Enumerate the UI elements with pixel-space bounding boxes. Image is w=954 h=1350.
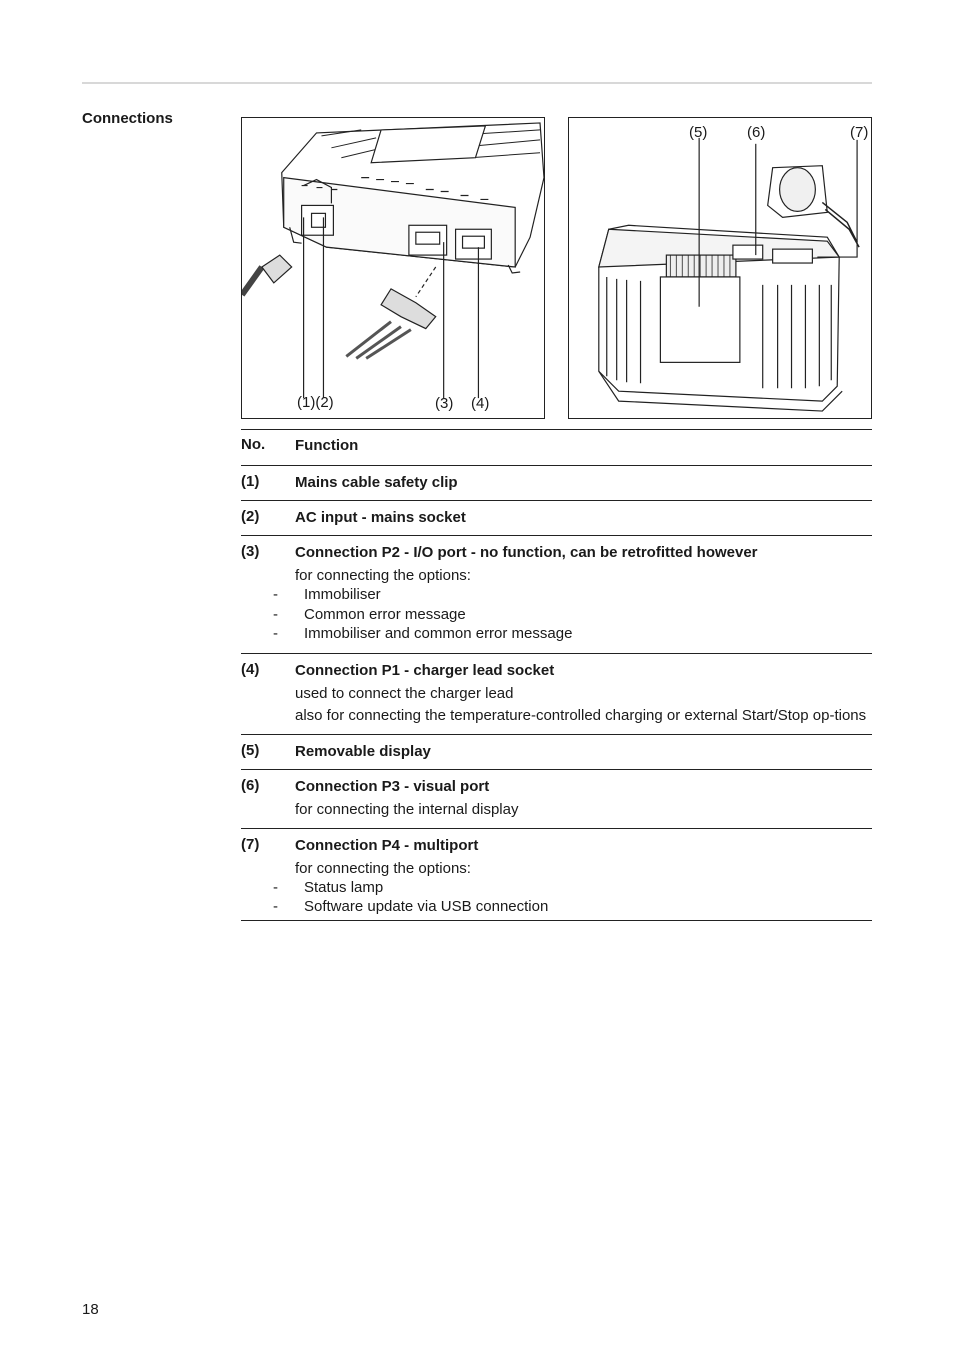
table-header-row [241,430,872,466]
row-title: Connection P2 - I/O port - no function, can be retrofitted however [295,544,758,561]
table-row [241,466,872,501]
table-row [241,770,872,829]
callout-5: (5) [689,124,708,141]
row-title: Mains cable safety clip [295,474,458,491]
row-number: (1) [241,473,260,490]
figure-charger-front [241,117,545,419]
header-function: Function [295,437,359,454]
list-item: - Status lamp [273,878,384,896]
connections-table [241,429,872,921]
row-paragraph: for connecting the options: [295,859,471,877]
row-title: Connection P4 - multiport [295,836,479,854]
row-title: Connection P3 - visual port [295,777,490,795]
table-row [241,501,872,536]
row-number: (5) [241,741,260,759]
table-row [241,536,872,654]
row-paragraph: also for connecting the temperature-controlled charging or external Start/Stop op-tions [295,706,867,724]
callout-1-2: (1)(2) [297,394,334,411]
row-paragraph: used to connect the charger lead [295,684,514,702]
list-item: - Immobiliser [273,586,381,603]
table-row [241,735,872,770]
list-item: - Software update via USB connection [273,898,549,915]
figure-charger-side [568,117,872,419]
row-number: (2) [241,508,260,525]
callout-7: (7) [850,124,869,141]
row-number: (7) [241,835,260,853]
row-title: AC input - mains socket [295,509,466,526]
charger-side-illustration [569,118,871,418]
callout-4: (4) [471,395,490,412]
table-row [241,829,872,921]
section-title: Connections [82,110,173,127]
row-number: (4) [241,660,260,678]
callout-3: (3) [435,395,454,412]
callout-6: (6) [747,124,766,141]
row-title: Removable display [295,742,431,760]
row-number: (6) [241,776,260,794]
row-number: (3) [241,543,260,560]
table-row [241,654,872,735]
top-rule [82,82,872,84]
list-item: - Common error message [273,605,466,623]
row-paragraph: for connecting the internal display [295,800,519,818]
page-number: 18 [82,1301,99,1318]
row-title: Connection P1 - charger lead socket [295,661,555,679]
row-paragraph: for connecting the options: [295,567,471,584]
charger-front-illustration [242,118,544,418]
list-item: - Immobiliser and common error message [273,625,573,642]
header-no: No. [241,436,266,453]
